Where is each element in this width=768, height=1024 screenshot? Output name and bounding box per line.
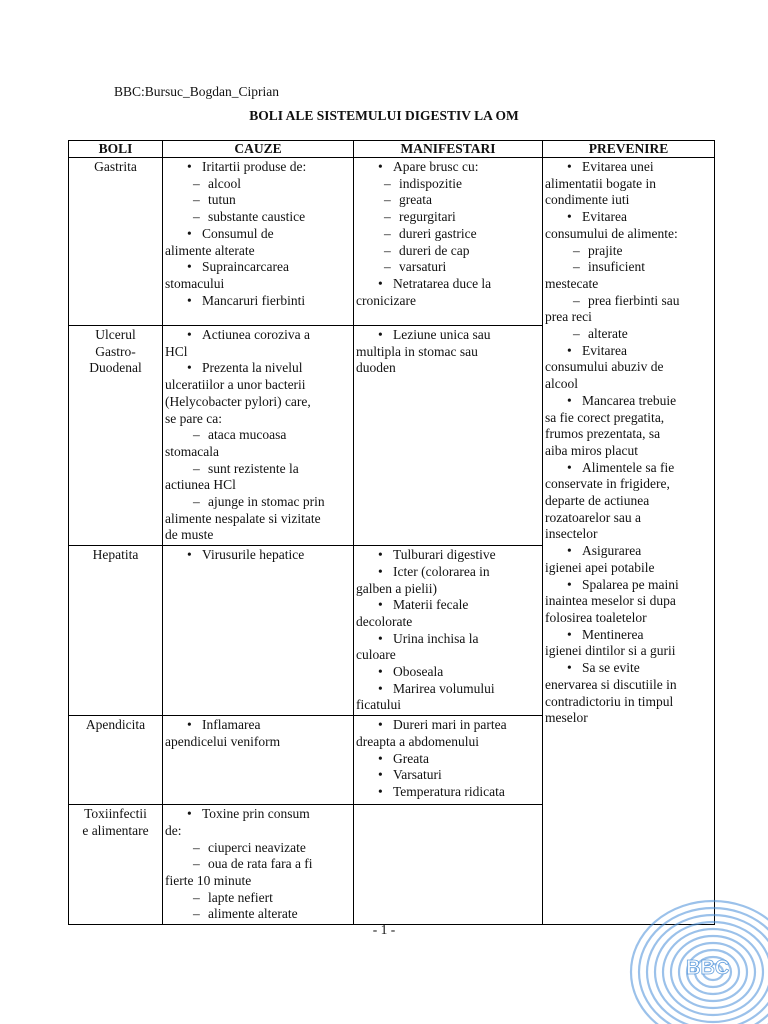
dash-item: – ciuperci neavizate: [165, 840, 351, 857]
dash-item: – lapte nefiert: [165, 890, 351, 907]
text-line: prea reci: [545, 309, 592, 325]
text-line: igienei dintilor si a gurii: [545, 643, 676, 659]
table-header-row: [69, 141, 715, 158]
symptoms-cell: [354, 546, 543, 716]
bullet-item: • Spalarea pe maini: [545, 577, 712, 594]
document-title: BOLI ALE SISTEMULUI DIGESTIV LA OM: [249, 108, 519, 123]
dash-item: – ajunge in stomac prin: [165, 494, 351, 511]
text-line: enervarea si discutiile in: [545, 676, 677, 692]
text-line: condimente iuti: [545, 192, 630, 208]
header-prevenire: PREVENIRE: [543, 141, 715, 158]
bullet-item: • Mentinerea: [545, 627, 712, 644]
dash-item: – substante caustice: [165, 209, 351, 226]
text-line: alimente nespalate si vizitate: [165, 510, 321, 526]
dash-item: – alcool: [165, 176, 351, 193]
header-cauze: CAUZE: [163, 141, 354, 158]
text-line: dreapta a abdomenului: [356, 733, 479, 749]
text-line: mestecate: [545, 275, 599, 291]
symptoms-cell: [354, 326, 543, 546]
fingerprint-watermark-icon: [618, 892, 768, 1024]
causes-cell: [163, 326, 354, 546]
bullet-item: • Dureri mari in partea: [356, 717, 540, 734]
dash-item: – oua de rata fara a fi: [165, 856, 351, 873]
text-line: aiba miros placut: [545, 442, 638, 458]
text-line: contradictoriu in timpul: [545, 693, 674, 709]
bullet-item: • Evitarea: [545, 209, 712, 226]
disease-name-line: Gastro-: [95, 343, 136, 359]
text-line: de:: [165, 822, 182, 838]
bullet-item: • Urina inchisa la: [356, 631, 540, 648]
text-line: conservate in frigidere,: [545, 476, 670, 492]
text-line: (Helycobacter pylori) care,: [165, 393, 311, 409]
text-line: duoden: [356, 360, 396, 376]
bullet-item: • Icter (colorarea in: [356, 564, 540, 581]
bullet-item: • Mancarea trebuie: [545, 393, 712, 410]
dash-item: – regurgitari: [356, 209, 540, 226]
table-row: [69, 158, 715, 326]
watermark-text: BBC: [686, 957, 730, 979]
author-line: BBC:Bursuc_Bogdan_Ciprian: [114, 84, 279, 99]
bullet-item: • Mancaruri fierbinti: [165, 293, 351, 310]
text-line: ulceratiilor a unor bacterii: [165, 377, 306, 393]
text-line: de muste: [165, 527, 214, 543]
bullet-item: • Toxine prin consum: [165, 806, 351, 823]
disease-cell: [69, 158, 163, 326]
text-line: apendicelui veniform: [165, 733, 281, 749]
bullet-item: • Temperatura ridicata: [356, 784, 540, 801]
text-line: ficatului: [356, 697, 401, 713]
text-line: consumului abuziv de: [545, 359, 664, 375]
text-line: stomacului: [165, 275, 225, 291]
bullet-item: • Supraincarcarea: [165, 259, 351, 276]
dash-item: – alterate: [545, 326, 712, 343]
bullet-item: • Greata: [356, 751, 540, 768]
text-line: departe de actiunea: [545, 493, 650, 509]
header-manifestari: MANIFESTARI: [354, 141, 543, 158]
text-line: consumului de alimente:: [545, 225, 678, 241]
disease-name-line: Ulcerul: [95, 327, 136, 342]
bullet-item: • Evitarea unei: [545, 159, 712, 176]
bullet-item: • Sa se evite: [545, 660, 712, 677]
symptoms-cell: [354, 716, 543, 805]
text-line: alimente alterate: [165, 242, 255, 258]
text-line: igienei apei potabile: [545, 559, 655, 575]
symptoms-cell: [354, 805, 543, 925]
text-line: inaintea meselor si dupa: [545, 593, 676, 609]
symptoms-cell: [354, 158, 543, 326]
text-line: folosirea toaletelor: [545, 609, 647, 625]
dash-item: – tutun: [165, 192, 351, 209]
text-line: insectelor: [545, 526, 598, 542]
bullet-item: • Inflamarea: [165, 717, 351, 734]
disease-cell: [69, 716, 163, 805]
disease-cell: [69, 805, 163, 925]
bullet-item: • Prezenta la nivelul: [165, 360, 351, 377]
dash-item: – dureri gastrice: [356, 226, 540, 243]
bullet-item: • Evitarea: [545, 343, 712, 360]
causes-cell: [163, 716, 354, 805]
text-line: se pare ca:: [165, 410, 222, 426]
text-line: alimentatii bogate in: [545, 175, 656, 191]
disease-cell: [69, 326, 163, 546]
text-line: actiunea HCl: [165, 477, 236, 493]
disease-name-line: Toxiinfectii: [84, 806, 147, 822]
text-line: galben a pielii): [356, 580, 437, 596]
bullet-item: • Virusurile hepatice: [165, 547, 351, 564]
text-line: meselor: [545, 710, 588, 726]
dash-item: – greata: [356, 192, 540, 209]
text-line: HCl: [165, 343, 188, 359]
disease-name-line: Gastrita: [94, 159, 137, 174]
text-line: culoare: [356, 647, 396, 663]
dash-item: – prea fierbinti sau: [545, 293, 712, 310]
disease-name-line: Duodenal: [89, 360, 142, 376]
bullet-item: • Consumul de: [165, 226, 351, 243]
dash-item: – dureri de cap: [356, 243, 540, 260]
disease-name-line: Apendicita: [85, 717, 146, 733]
bullet-item: • Asigurarea: [545, 543, 712, 560]
bullet-item: • Varsaturi: [356, 767, 540, 784]
dash-item: – ataca mucoasa: [165, 427, 351, 444]
dash-item: – sunt rezistente la: [165, 461, 351, 478]
disease-name-line: Hepatita: [92, 547, 139, 563]
dash-item: – insuficient: [545, 259, 712, 276]
causes-cell: [163, 805, 354, 925]
dash-item: – prajite: [545, 243, 712, 260]
disease-cell: [69, 546, 163, 716]
bullet-item: • Iritartii produse de:: [165, 159, 351, 176]
text-line: frumos prezentata, sa: [545, 426, 661, 442]
header-boli: BOLI: [69, 141, 163, 158]
text-line: stomacala: [165, 443, 219, 459]
page-number: - 1 -: [372, 922, 396, 937]
text-line: rozatoarelor sau a: [545, 509, 641, 525]
text-line: multipla in stomac sau: [356, 343, 478, 359]
bullet-item: • Actiunea coroziva a: [165, 327, 351, 344]
bullet-item: • Alimentele sa fie: [545, 460, 712, 477]
bullet-item: • Apare brusc cu:: [356, 159, 540, 176]
bullet-item: • Leziune unica sau: [356, 327, 540, 344]
disease-name-line: e alimentare: [82, 822, 149, 838]
causes-cell: [163, 546, 354, 716]
bullet-item: • Oboseala: [356, 664, 540, 681]
bullet-item: • Materii fecale: [356, 597, 540, 614]
dash-item: – alimente alterate: [165, 906, 351, 923]
diseases-table: [68, 140, 715, 925]
text-line: decolorate: [356, 613, 413, 629]
bullet-item: • Marirea volumului: [356, 681, 540, 698]
dash-item: – varsaturi: [356, 259, 540, 276]
bullet-item: • Tulburari digestive: [356, 547, 540, 564]
dash-item: – indispozitie: [356, 176, 540, 193]
text-line: cronicizare: [356, 292, 416, 308]
text-line: alcool: [545, 376, 578, 392]
bullet-item: • Netratarea duce la: [356, 276, 540, 293]
prevention-cell: [543, 158, 715, 925]
causes-cell: [163, 158, 354, 326]
text-line: sa fie corect pregatita,: [545, 409, 665, 425]
text-line: fierte 10 minute: [165, 872, 252, 888]
